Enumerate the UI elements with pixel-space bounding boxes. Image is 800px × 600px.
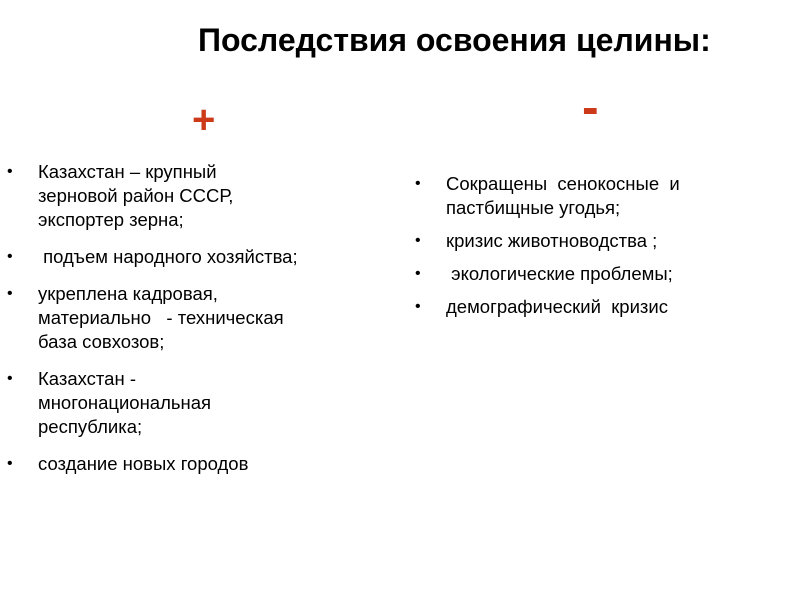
list-item: [408, 295, 788, 319]
list-item-text: Казахстан - многонациональная республика;: [38, 368, 212, 437]
bullet-icon: •: [7, 455, 13, 472]
list-item-text: Казахстан – крупный зерновой район СССР, экспортер зерна;: [38, 161, 234, 230]
list-item: [0, 160, 392, 232]
bullet-icon: •: [7, 285, 13, 302]
list-item: [408, 172, 788, 220]
list-item: [0, 282, 392, 354]
list-item-text: подъем народного хозяйства;: [38, 246, 298, 267]
list-item: [408, 262, 788, 286]
bullet-icon: •: [7, 163, 13, 180]
list-item-text: создание новых городов: [38, 453, 249, 474]
list-item-text: Сокращены сенокосные и пастбищные угодья;: [446, 173, 680, 218]
list-item: [0, 245, 392, 269]
list-item: [408, 229, 788, 253]
bullet-icon: •: [7, 248, 13, 265]
list-item-text: укреплена кадровая, материально - техническая база совхозов;: [38, 283, 284, 352]
bullet-icon: •: [7, 370, 13, 387]
negative-consequences-list: [408, 172, 788, 328]
list-item-text: демографический кризис: [446, 296, 668, 317]
list-item: [0, 367, 392, 439]
bullet-icon: •: [415, 298, 421, 315]
slide-title: Последствия освоения целины:: [198, 22, 711, 58]
positive-sign: +: [192, 98, 216, 142]
negative-sign: -: [582, 79, 599, 135]
list-item-text: кризис животноводства ;: [446, 230, 658, 251]
list-item: [0, 452, 392, 476]
bullet-icon: •: [415, 175, 421, 192]
positive-consequences-list: [0, 160, 392, 489]
bullet-icon: •: [415, 265, 421, 282]
list-item-text: экологические проблемы;: [446, 263, 673, 284]
bullet-icon: •: [415, 232, 421, 249]
